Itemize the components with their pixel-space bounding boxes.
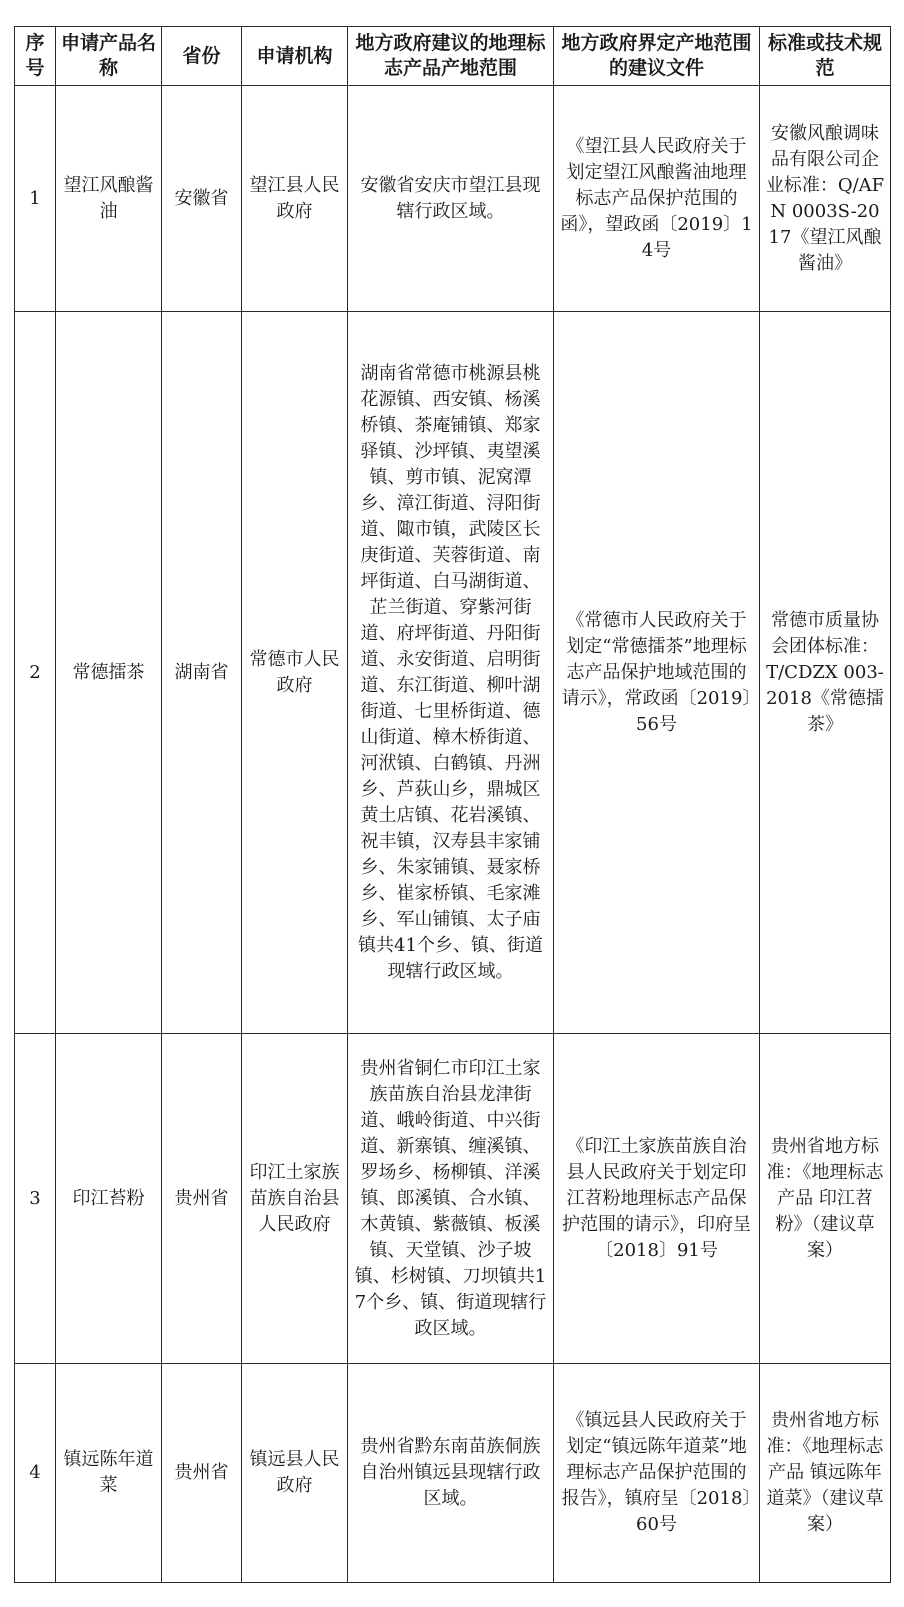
cell-doc: 《印江土家族苗族自治县人民政府关于划定印江苕粉地理标志产品保护范围的请示》，印府呈〔2018〕91号 [554, 1034, 760, 1364]
cell-org: 望江县人民政府 [242, 86, 348, 312]
cell-scope: 安徽省安庆市望江县现辖行政区域。 [348, 86, 554, 312]
cell-province: 贵州省 [162, 1364, 242, 1583]
cell-std: 贵州省地方标准：《地理标志产品 镇远陈年道菜》（建议草案） [760, 1364, 891, 1583]
cell-scope: 贵州省黔东南苗族侗族自治州镇远县现辖行政区域。 [348, 1364, 554, 1583]
header-std: 标准或技术规范 [760, 27, 891, 86]
geo-indication-table [14, 26, 891, 1583]
cell-org: 印江土家族苗族自治县人民政府 [242, 1034, 348, 1364]
cell-doc: 《望江县人民政府关于划定望江风酿酱油地理标志产品保护范围的函》，望政函〔2019〕14号 [554, 86, 760, 312]
cell-doc: 《镇远县人民政府关于划定“镇远陈年道菜”地理标志产品保护范围的报告》，镇府呈〔2018〕60号 [554, 1364, 760, 1583]
cell-no: 1 [15, 86, 56, 312]
cell-scope: 湖南省常德市桃源县桃花源镇、西安镇、杨溪桥镇、茶庵铺镇、郑家驿镇、沙坪镇、夷望溪镇、剪市镇、泥窝潭乡、漳江街道、浔阳街道、陬市镇，武陵区长庚街道、芙蓉街道、南坪街道、白马湖街道、芷兰街道、穿紫河街道、府坪街道、丹阳街道、永安街道、启明街道、东江街道、柳叶湖街道、七里桥街道、德山街道、樟木桥街道、河洑镇、白鹤镇、丹洲乡、芦荻山乡，鼎城区黄土店镇、花岩溪镇、祝丰镇，汉寿县丰家铺乡、朱家铺镇、聂家桥乡、崔家桥镇、毛家滩乡、军山铺镇、太子庙镇共41个乡、镇、街道现辖行政区域。 [348, 312, 554, 1034]
cell-std: 贵州省地方标准：《地理标志产品 印江苕粉》（建议草案） [760, 1034, 891, 1364]
cell-org: 镇远县人民政府 [242, 1364, 348, 1583]
cell-scope: 贵州省铜仁市印江土家族苗族自治县龙津街道、峨岭街道、中兴街道、新寨镇、缠溪镇、罗场乡、杨柳镇、洋溪镇、郎溪镇、合水镇、木黄镇、紫薇镇、板溪镇、天堂镇、沙子坡镇、杉树镇、刀坝镇共17个乡、镇、街道现辖行政区域。 [348, 1034, 554, 1364]
cell-province: 湖南省 [162, 312, 242, 1034]
cell-product: 望江风酿酱油 [56, 86, 162, 312]
cell-std: 安徽风酿调味品有限公司企业标准：Q/AFN 0003S-2017《望江风酿酱油》 [760, 86, 891, 312]
header-org: 申请机构 [242, 27, 348, 86]
header-scope: 地方政府建议的地理标志产品产地范围 [348, 27, 554, 86]
cell-product: 镇远陈年道菜 [56, 1364, 162, 1583]
cell-product: 常德擂茶 [56, 312, 162, 1034]
header-doc: 地方政府界定产地范围的建议文件 [554, 27, 760, 86]
table-row [15, 86, 891, 312]
table-header-row [15, 27, 891, 86]
cell-no: 2 [15, 312, 56, 1034]
table-row [15, 1034, 891, 1364]
cell-org: 常德市人民政府 [242, 312, 348, 1034]
header-no: 序号 [15, 27, 56, 86]
cell-province: 贵州省 [162, 1034, 242, 1364]
table-row [15, 312, 891, 1034]
header-product: 申请产品名称 [56, 27, 162, 86]
cell-no: 3 [15, 1034, 56, 1364]
table-row [15, 1364, 891, 1583]
cell-product: 印江苔粉 [56, 1034, 162, 1364]
cell-doc: 《常德市人民政府关于划定“常德擂茶”地理标志产品保护地域范围的请示》，常政函〔2019〕56号 [554, 312, 760, 1034]
cell-province: 安徽省 [162, 86, 242, 312]
cell-no: 4 [15, 1364, 56, 1583]
header-province: 省份 [162, 27, 242, 86]
cell-std: 常德市质量协会团体标准：T/CDZX 003-2018《常德擂茶》 [760, 312, 891, 1034]
